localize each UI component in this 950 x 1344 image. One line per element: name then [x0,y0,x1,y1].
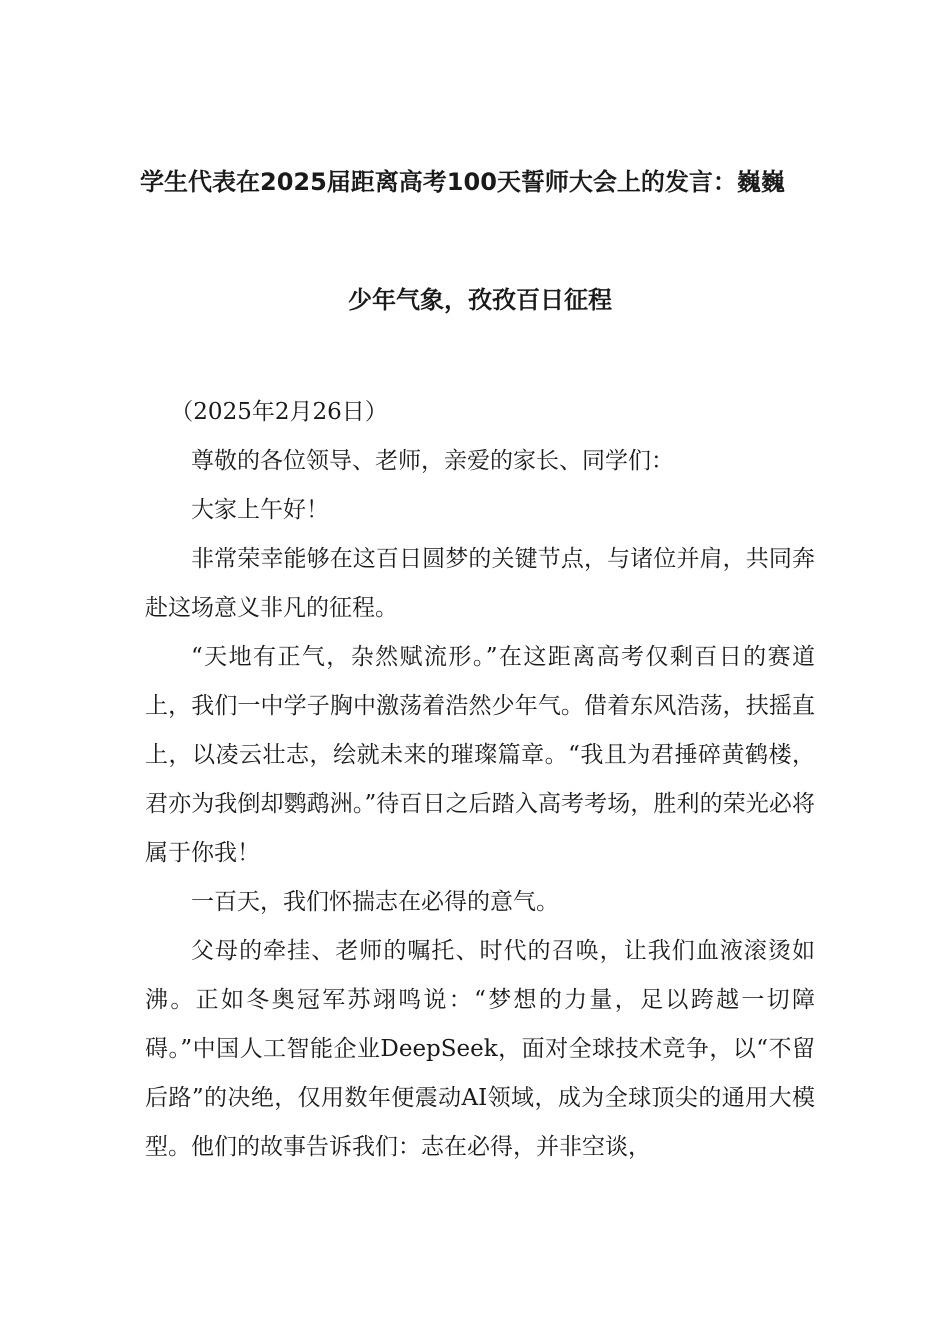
document-title-line-1: 学生代表在2025届距离高考100天誓师大会上的发言：巍巍 [140,168,785,196]
document-body [145,388,815,1172]
paragraph: 非常荣幸能够在这百日圆梦的关键节点，与诸位并肩，共同奔赴这场意义非凡的征程。 [145,546,815,621]
paragraph: 父母的牵挂、老师的嘱托、时代的召唤，让我们血液滚烫如沸。正如冬奥冠军苏翊鸣说：“梦想的力量，足以跨越一切障碍。”中国人工智能企业DeepSeek，面对全球技术竞争，以“不留后路”的决绝，仅用数年便震动AI领域，成为全球顶尖的通用大模型。他们的故事告诉我们：志在必得，并非空谈， [145,938,815,1160]
document-date: （2025年2月26日） [170,399,388,425]
paragraph: 一百天，我们怀揣志在必得的意气。 [191,889,559,915]
document-title-line-2: 少年气象，孜孜百日征程 [348,286,612,314]
paragraph-salutation: 尊敬的各位领导、老师，亲爱的家长、同学们： [191,448,674,474]
paragraph: “天地有正气，杂然赋流形。”在这距离高考仅剩百日的赛道上，我们一中学子胸中激荡着浩然少年气。借着东风浩荡，扶摇直上，以凌云壮志，绘就未来的璀璨篇章。“我且为君捶碎黄鹤楼，君亦为我倒却鹦鹉洲。”待百日之后踏入高考考场，胜利的荣光必将属于你我！ [145,644,815,866]
paragraph-greeting: 大家上午好！ [191,497,329,523]
